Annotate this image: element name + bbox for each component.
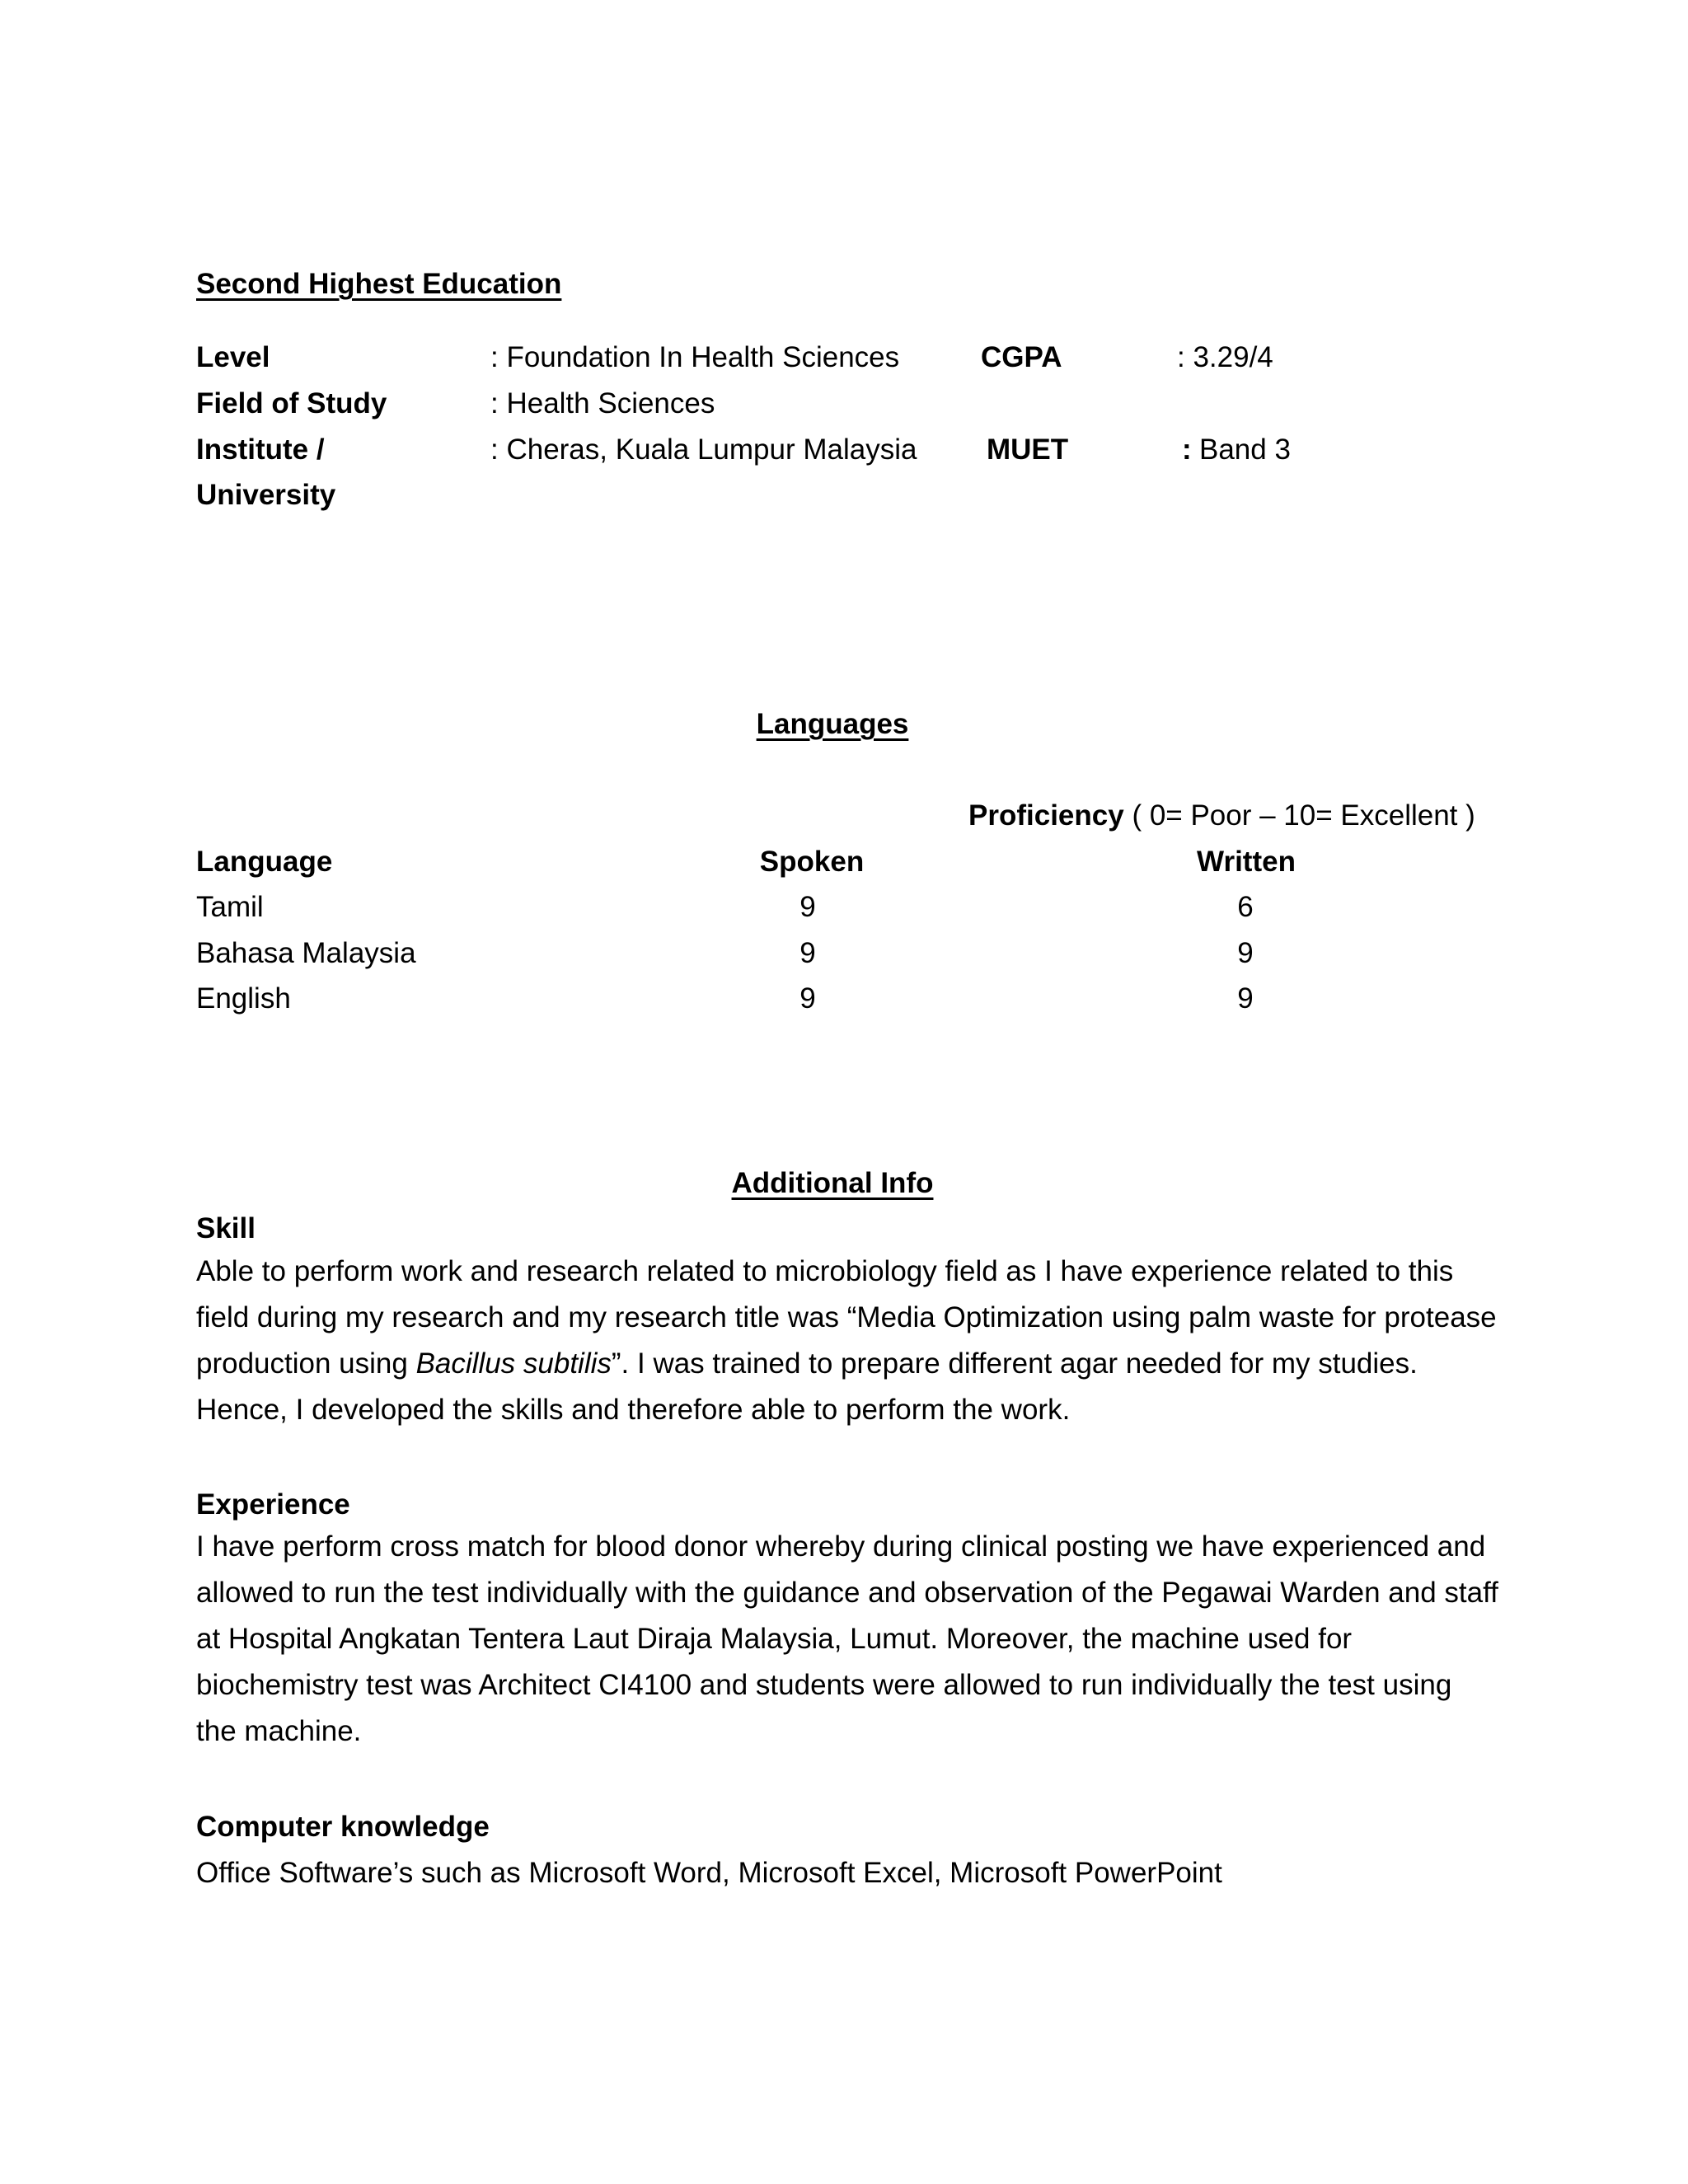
cgpa-value: : 3.29/4 <box>1177 341 1273 373</box>
computer-knowledge-text: Office Software’s such as Microsoft Word, Microsoft Excel, Microsoft PowerPoint <box>196 1857 1222 1889</box>
written-score: 9 <box>1237 937 1254 969</box>
cgpa-label: CGPA <box>981 341 1062 373</box>
proficiency-label: Proficiency <box>968 799 1124 832</box>
field-of-study-value: : Health Sciences <box>490 387 715 419</box>
skill-text: Able to perform work and research related to microbiology field as I have experience related to this field during my research and my research title was “Media Optimization using palm waste for protease production using <box>196 1255 1497 1380</box>
level-label: Level <box>196 341 270 373</box>
col-header-spoken: Spoken <box>759 846 865 878</box>
section-heading-additional-info: Additional Info <box>731 1167 934 1199</box>
skill-text-end: ”. I was trained to prepare different agar needed for my studies. Hence, I developed the skills and therefore able to perform the work. <box>196 1347 1418 1426</box>
institute-label-line2: University <box>196 479 336 511</box>
language-name: Bahasa Malaysia <box>196 937 416 969</box>
institute-label: Institute / <box>196 434 325 466</box>
col-header-written: Written <box>1197 846 1296 878</box>
col-header-language: Language <box>196 846 333 878</box>
level-value: : Foundation In Health Sciences <box>490 341 900 373</box>
skill-heading: Skill <box>196 1212 256 1244</box>
written-score: 9 <box>1237 982 1254 1015</box>
computer-knowledge-heading: Computer knowledge <box>196 1811 490 1843</box>
spoken-score: 9 <box>799 891 816 923</box>
experience-heading: Experience <box>196 1488 350 1521</box>
muet-value: Band 3 <box>1199 434 1291 466</box>
written-score: 6 <box>1237 891 1254 923</box>
field-of-study-label: Field of Study <box>196 387 387 419</box>
skill-text-italic: Bacillus subtilis <box>415 1347 612 1380</box>
section-heading-languages: Languages <box>756 708 909 740</box>
language-name: Tamil <box>196 891 264 923</box>
institute-value: : Cheras, Kuala Lumpur Malaysia <box>490 434 917 466</box>
proficiency-scale: ( 0= Poor – 10= Excellent ) <box>1132 799 1475 832</box>
spoken-score: 9 <box>799 982 816 1015</box>
language-name: English <box>196 982 291 1015</box>
skill-paragraph <box>196 1249 1498 1433</box>
proficiency-caption <box>968 801 1475 830</box>
section-heading-second-education: Second Highest Education <box>196 268 562 300</box>
spoken-score: 9 <box>799 937 816 969</box>
muet-colon: : <box>1182 434 1192 466</box>
muet-label: MUET <box>987 434 1069 466</box>
experience-paragraph: I have perform cross match for blood donor whereby during clinical posting we have experienced and allowed to run the test individually with the guidance and observation of the Pegawai Warden and staff at Hospital Angkatan Tentera Laut Diraja Malaysia, Lumut. Moreover, the machine used for biochemistry test was Architect CI4100 and students were allowed to run individually the test using the machine. <box>196 1530 1498 1747</box>
